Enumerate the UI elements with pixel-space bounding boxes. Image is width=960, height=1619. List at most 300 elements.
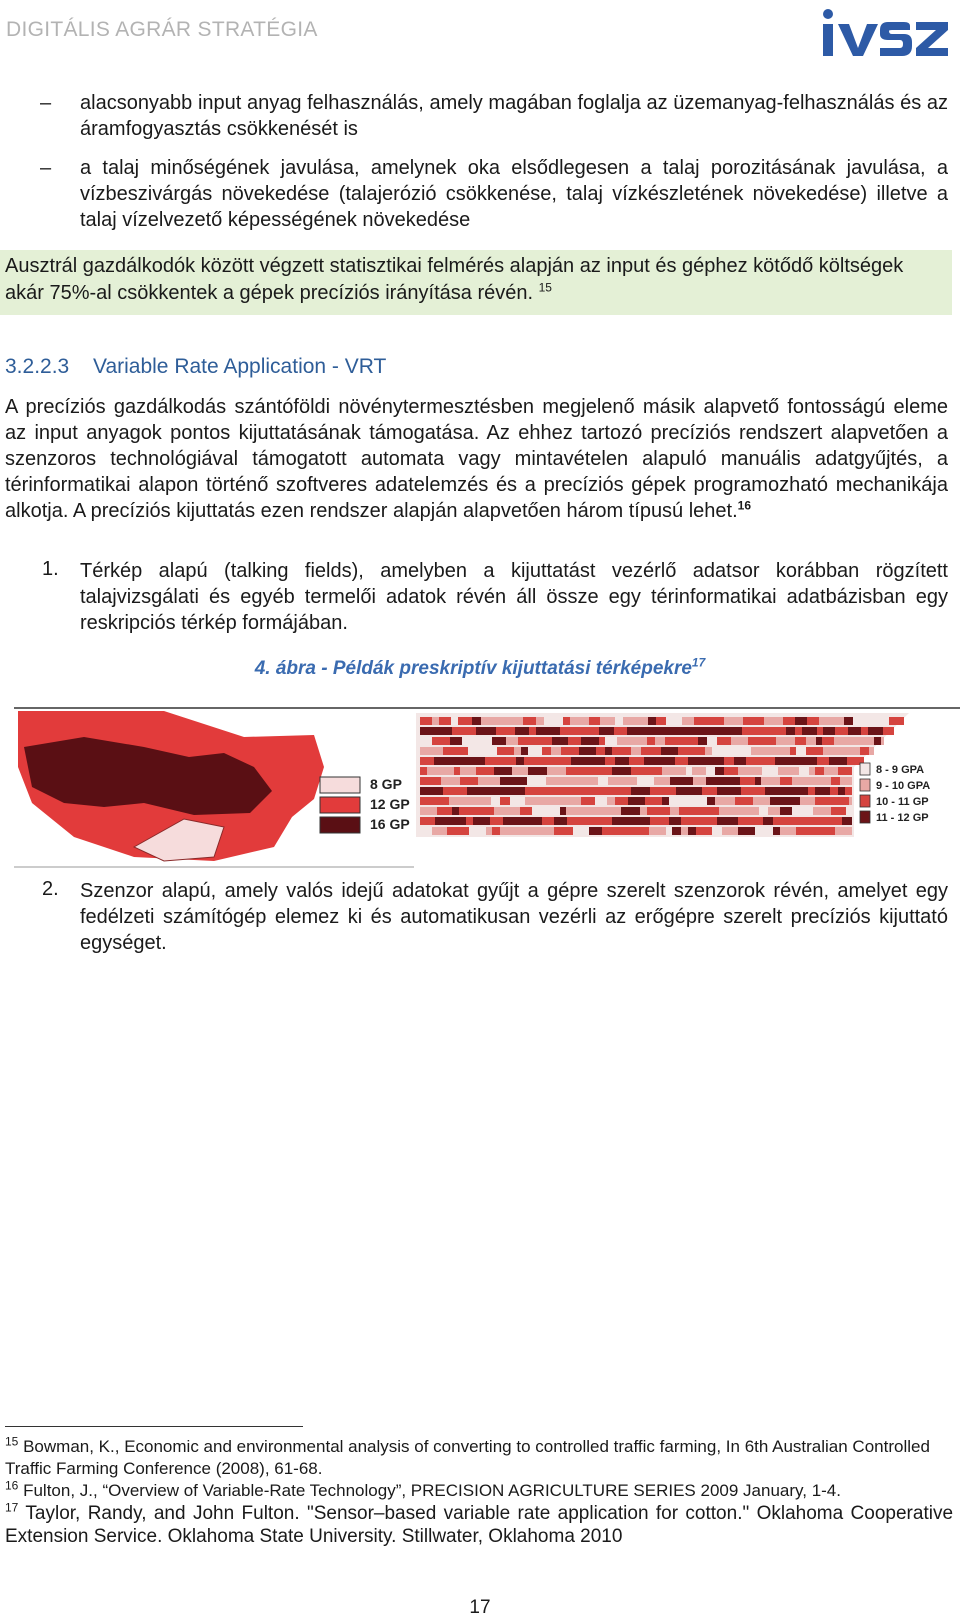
map-cell (828, 717, 844, 725)
map-cell (814, 777, 823, 785)
map-cell (460, 777, 478, 785)
map-cell (575, 727, 590, 735)
map-cell (481, 717, 496, 725)
legend-swatch (860, 763, 870, 775)
map-cell (815, 797, 832, 805)
map-cell (802, 727, 809, 735)
map-cell (688, 827, 696, 835)
map-cell (454, 767, 460, 775)
map-cell (883, 727, 894, 735)
map-cell (763, 797, 770, 805)
map-cell (656, 717, 666, 725)
legend-swatch (320, 797, 360, 813)
legend-label: 16 GP (370, 816, 410, 832)
map-cell (605, 757, 615, 765)
map-cell (477, 797, 491, 805)
map-cell (615, 797, 628, 805)
map-cell (728, 807, 739, 815)
map-cell (494, 807, 508, 815)
map-cell (512, 767, 528, 775)
map-cell (614, 727, 627, 735)
footnote-ref[interactable]: 16 (737, 498, 752, 513)
map-cell (764, 757, 775, 765)
map-cell (486, 747, 497, 755)
map-cell (516, 757, 524, 765)
map-cell (783, 717, 795, 725)
map-cell (647, 737, 655, 745)
map-cell (420, 817, 435, 825)
map-cell (678, 747, 691, 755)
map-cell (641, 747, 654, 755)
map-cell (515, 727, 529, 735)
map-cell (715, 797, 721, 805)
map-cell (453, 827, 469, 835)
map-cell (869, 747, 874, 755)
map-cell (707, 737, 717, 745)
legend-swatch (320, 817, 360, 833)
map-cell (591, 757, 605, 765)
map-cell (803, 777, 814, 785)
map-cell (433, 747, 443, 755)
map-cell (735, 797, 753, 805)
map-cell (738, 827, 755, 835)
map-cell (619, 817, 634, 825)
map-cell (800, 797, 815, 805)
map-cell (850, 777, 852, 785)
map-cell (721, 797, 735, 805)
map-cell (452, 757, 464, 765)
map-cell (836, 757, 847, 765)
map-cell (581, 797, 595, 805)
map-cell (508, 807, 520, 815)
map-cell (786, 727, 795, 735)
map-cell (835, 727, 848, 735)
map-cell (817, 827, 835, 835)
map-cell (655, 737, 665, 745)
map-cell (748, 737, 758, 745)
map-cell (599, 727, 607, 735)
map-cell (560, 727, 575, 735)
map-cell (451, 717, 458, 725)
map-cell (452, 807, 459, 815)
map-cell (544, 807, 560, 815)
list-item-text: Térkép alapú (talking fields), amelyben a kijuttatást vezérlő adatsor korábban rögzített talajvizsgálati és egyéb termelői adatok révén áll össze egy térinformatikai adatbázisban egy reskripciós térkép formájában. (80, 560, 948, 634)
map-cell (746, 757, 764, 765)
map-cell (680, 777, 693, 785)
map-cell (680, 727, 697, 735)
map-cell (615, 787, 631, 795)
map-cell (443, 767, 454, 775)
map-cell (631, 767, 645, 775)
map-cell (846, 807, 852, 815)
map-cell (787, 757, 803, 765)
map-cell (645, 797, 662, 805)
map-cell (719, 727, 730, 735)
map-cell (780, 777, 792, 785)
map-cell (612, 747, 631, 755)
map-cell (433, 787, 443, 795)
map-cell (675, 757, 688, 765)
map-cell (808, 787, 815, 795)
map-cell (686, 767, 692, 775)
map-cell (478, 777, 493, 785)
map-cell (439, 717, 451, 725)
map-cell (563, 717, 570, 725)
map-cell (698, 737, 707, 745)
list-number: 1. (42, 558, 59, 580)
map-cell (764, 717, 783, 725)
map-cell (542, 817, 554, 825)
map-cell (477, 827, 486, 835)
left-prescription-map (18, 711, 410, 861)
map-cell (672, 827, 681, 835)
map-cell (577, 757, 591, 765)
map-cell (579, 747, 596, 755)
map-cell (637, 777, 654, 785)
map-cell (663, 757, 675, 765)
footnotes (5, 1436, 953, 1548)
map-cell (527, 777, 546, 785)
map-cell (712, 747, 723, 755)
map-cell (762, 767, 778, 775)
map-cell (560, 807, 566, 815)
map-cell (768, 807, 780, 815)
legend-label: 9 - 10 GPA (876, 780, 931, 792)
map-cell (692, 797, 707, 805)
map-cell (604, 787, 615, 795)
map-cell (845, 787, 852, 795)
map-cell (432, 827, 447, 835)
map-cell (420, 717, 432, 725)
map-cell (478, 787, 492, 795)
map-cell (807, 717, 819, 725)
map-cell (817, 727, 823, 735)
map-cell (576, 767, 594, 775)
map-cell (482, 767, 494, 775)
map-cell (600, 717, 615, 725)
map-cell (781, 747, 790, 755)
map-cell (861, 727, 868, 735)
map-cell (551, 747, 561, 755)
map-cell (738, 767, 755, 775)
map-cell (848, 747, 860, 755)
map-cell (609, 807, 621, 815)
map-cell (547, 767, 566, 775)
map-cell (740, 777, 755, 785)
map-cell (685, 787, 702, 795)
map-cell (547, 787, 562, 795)
map-cell (570, 717, 589, 725)
map-cell (773, 817, 782, 825)
map-cell (500, 767, 512, 775)
map-cell (479, 737, 492, 745)
map-cell (669, 797, 678, 805)
map-cell (432, 717, 439, 725)
map-cell (599, 737, 605, 745)
bullet-marker: – (40, 92, 52, 114)
map-cell (525, 787, 539, 795)
map-cell (844, 717, 853, 725)
map-cell (874, 737, 881, 745)
map-cell (724, 787, 741, 795)
map-cell (822, 737, 834, 745)
map-cell (710, 757, 717, 765)
map-cell (554, 727, 560, 735)
map-cell (697, 727, 705, 735)
intro-paragraph: A precíziós gazdálkodás szántóföldi növénytermesztésben megjelenő másik alapvető fontosságú eleme az input anyagok pontos kijuttatásának támogatása. Az ehhez tartozó precíziós rendszert alapvetően a szenzoros technológiával támogatott automata vagy mintavételen alapuló manuális adatgyűjtés, a térinformatikai alapon történő szoftveres adatelemzés és a precíziós gépek programozható mechanikája alkotja. A precíziós kijuttatás ezen rendszer alapján alapvetően három típusú lehet.$^{16}$ (5, 396, 948, 522)
map-cell (852, 737, 863, 745)
map-cell (782, 817, 794, 825)
map-cell (670, 777, 680, 785)
footnote-separator (5, 1426, 303, 1427)
map-cell (755, 827, 773, 835)
map-cell (640, 807, 647, 815)
map-cell (447, 827, 453, 835)
map-cell (420, 737, 432, 745)
map-cell (496, 727, 503, 735)
map-cell (561, 747, 579, 755)
map-cell (853, 717, 871, 725)
map-cell (824, 767, 838, 775)
map-cell (661, 747, 678, 755)
map-cell (722, 827, 738, 835)
map-cell (648, 717, 656, 725)
map-cell (705, 747, 712, 755)
footnote: $^{15}$ Bowman, K., Economic and environmental analysis of converting to controlled traffic farming, In 6th Australian Controlled Traffic Farming Conference (2008), 61-68. (5, 1434, 930, 1478)
map-cell (801, 807, 813, 815)
map-cell (453, 817, 466, 825)
map-cell (612, 767, 623, 775)
map-cell (630, 827, 649, 835)
map-cell (739, 807, 753, 815)
map-cell (568, 737, 581, 745)
map-cell (426, 777, 441, 785)
map-cell (815, 767, 824, 775)
map-cell (552, 737, 568, 745)
map-cell (760, 727, 770, 735)
map-cell (420, 797, 433, 805)
map-cell (838, 767, 847, 775)
map-cell (657, 787, 676, 795)
map-cell (796, 747, 806, 755)
map-cell (420, 777, 426, 785)
legend-swatch (860, 811, 870, 823)
map-cell (776, 737, 783, 745)
map-cell (840, 777, 850, 785)
map-cell (468, 747, 486, 755)
map-cell (836, 747, 848, 755)
map-cell (558, 757, 571, 765)
map-cell (570, 777, 587, 785)
map-cell (458, 717, 472, 725)
map-cell (513, 777, 527, 785)
map-cell (682, 717, 694, 725)
map-cell (528, 767, 547, 775)
map-cell (611, 827, 630, 835)
map-cell (755, 767, 762, 775)
map-cell (464, 757, 478, 765)
map-cell (537, 737, 552, 745)
map-cell (731, 717, 743, 725)
map-cell (494, 767, 500, 775)
footnote-ref[interactable]: 15 (538, 280, 552, 295)
map-cell (756, 817, 763, 825)
map-cell (753, 807, 759, 815)
map-cell (443, 787, 450, 795)
map-cell (519, 787, 525, 795)
map-cell (684, 737, 690, 745)
map-cell (834, 737, 852, 745)
map-cell (792, 787, 808, 795)
map-cell (506, 737, 518, 745)
map-cell (816, 737, 822, 745)
map-cell (693, 777, 706, 785)
map-cell (571, 757, 577, 765)
map-cell (715, 767, 724, 775)
map-cell (450, 787, 467, 795)
map-cell (662, 797, 669, 805)
map-cell (731, 737, 748, 745)
map-cell (446, 757, 452, 765)
map-cell (420, 757, 434, 765)
map-cell (770, 727, 786, 735)
map-cell (532, 807, 544, 815)
map-cell (602, 827, 611, 835)
map-cell (617, 737, 632, 745)
map-cell (570, 797, 581, 805)
map-cell (420, 767, 427, 775)
map-cell (621, 807, 640, 815)
map-cell (459, 747, 468, 755)
map-cell (759, 807, 768, 815)
map-cell (605, 747, 612, 755)
map-cell (863, 737, 874, 745)
map-cell (644, 727, 656, 735)
list-number: 2. (42, 878, 59, 900)
map-cell (847, 767, 852, 775)
map-cell (632, 737, 647, 745)
map-cell (521, 747, 528, 755)
map-cell (536, 727, 554, 735)
map-cell (763, 817, 773, 825)
map-cell (738, 817, 756, 825)
map-cell (607, 797, 615, 805)
map-cell (669, 817, 681, 825)
map-cell (586, 787, 604, 795)
map-cell (777, 787, 792, 795)
map-cell (420, 727, 433, 735)
map-cell (799, 767, 809, 775)
legend-swatch (860, 779, 870, 791)
map-cell (678, 797, 692, 805)
ivsz-logo (818, 4, 950, 62)
map-cell (631, 747, 641, 755)
map-cell (830, 787, 838, 795)
map-cell (486, 827, 492, 835)
map-cell (562, 787, 572, 795)
map-cell (459, 807, 477, 815)
map-cell (758, 737, 776, 745)
bullet-text: alacsonyabb input anyag felhasználás, amely magában foglalja az üzemanyag-felhasználás és az áramfogyasztás csökkenését is (80, 92, 948, 140)
map-cell (815, 787, 830, 795)
map-cell (742, 727, 748, 735)
map-cell (635, 717, 648, 725)
map-cell (594, 767, 612, 775)
map-cell (503, 727, 515, 735)
map-cell (681, 827, 688, 835)
map-cell (587, 777, 598, 785)
map-cell (650, 757, 657, 765)
map-cell (612, 817, 619, 825)
map-cell (605, 737, 617, 745)
map-cell (666, 717, 673, 725)
legend-label: 8 - 9 GPA (876, 764, 925, 776)
map-cell (795, 737, 806, 745)
map-cell (681, 817, 688, 825)
map-cell (871, 717, 889, 725)
map-cell (482, 817, 490, 825)
map-cell (650, 787, 657, 795)
map-cell (520, 807, 532, 815)
map-cell (460, 767, 476, 775)
map-cell (596, 747, 605, 755)
map-cell (755, 777, 761, 785)
map-cell (670, 807, 679, 815)
map-cell (673, 717, 682, 725)
map-cell (649, 827, 666, 835)
map-cell (420, 827, 432, 835)
map-cell (514, 747, 521, 755)
map-cell (717, 787, 724, 795)
map-cell (518, 737, 537, 745)
map-cell (792, 777, 803, 785)
map-cell (739, 747, 751, 755)
map-cell (467, 727, 476, 735)
map-cell (634, 817, 650, 825)
map-cell (491, 797, 500, 805)
map-cell (753, 797, 763, 805)
map-cell (734, 757, 746, 765)
map-cell (554, 817, 567, 825)
map-cell (849, 797, 852, 805)
map-cell (848, 727, 861, 735)
map-cell (427, 767, 443, 775)
map-cell (627, 777, 637, 785)
map-cell (679, 807, 695, 815)
map-cell (695, 807, 704, 815)
map-cell (582, 817, 589, 825)
map-cell (573, 827, 589, 835)
page-number: 17 (469, 1597, 491, 1618)
map-cell (508, 717, 523, 725)
map-cell (829, 757, 836, 765)
map-cell (492, 787, 510, 795)
legend-label: 8 GP (370, 776, 402, 792)
map-cell (724, 767, 738, 775)
map-cell (761, 777, 780, 785)
section-title: Variable Rate Application - VRT (93, 355, 387, 378)
map-cell (889, 717, 904, 725)
map-cell (707, 797, 715, 805)
map-cell (819, 717, 828, 725)
map-cell (433, 727, 443, 735)
section-heading (5, 355, 386, 379)
map-cell (472, 717, 481, 725)
map-cell (503, 817, 522, 825)
map-cell (615, 757, 629, 765)
map-cell (688, 757, 695, 765)
map-cell (717, 737, 731, 745)
